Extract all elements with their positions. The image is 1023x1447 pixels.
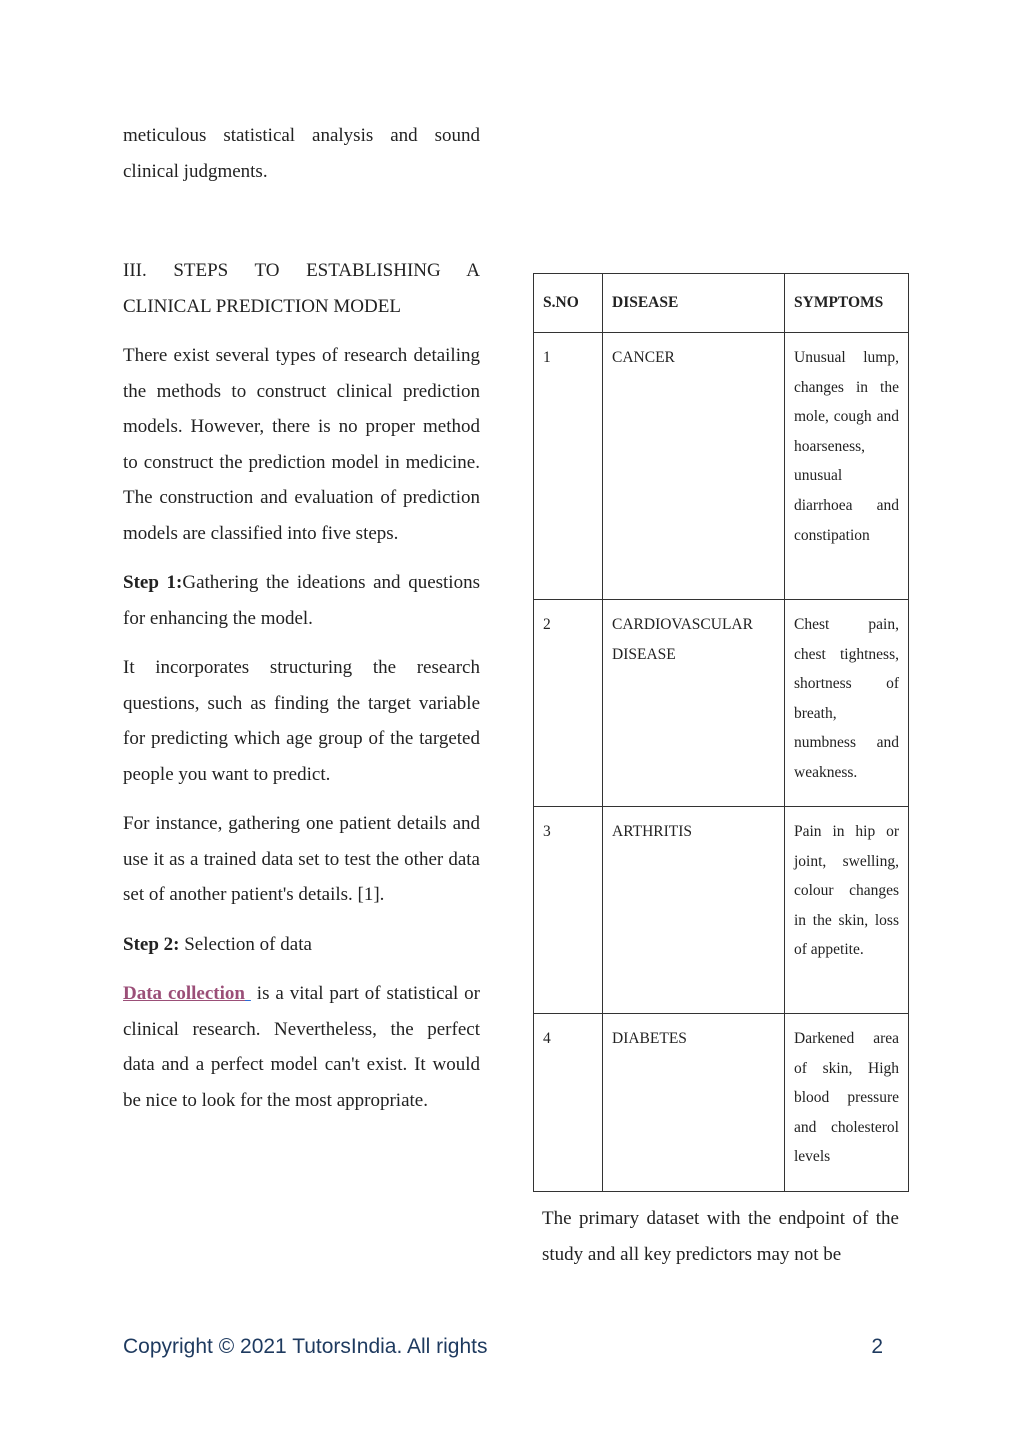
cell-symptoms: Pain in hip or joint, swelling, colour changes in the skin, loss of appetite.: [785, 807, 909, 1014]
cell-symptoms: Chest pain, chest tightness, shortness of breath, numbness and weakness.: [785, 600, 909, 807]
step2-label: Step 2:: [123, 933, 180, 955]
copyright-text: Copyright © 2021 TutorsIndia. All rights: [123, 1335, 488, 1358]
section-heading: III. STEPS TO ESTABLISHING A CLINICAL PREDICTION MODEL: [123, 260, 480, 317]
step2-text: Selection of data: [179, 933, 312, 955]
paragraph-step1: [123, 565, 480, 636]
header-disease: DISEASE: [603, 274, 785, 333]
cell-disease: CANCER: [603, 333, 785, 600]
page-number: 2: [871, 1335, 883, 1358]
table-row: [534, 333, 909, 600]
cell-disease: CARDIOVASCULAR DISEASE: [603, 600, 785, 807]
paragraph-primary-dataset: The primary dataset with the endpoint of the study and all key predictors may not be: [542, 1208, 899, 1265]
paragraph-research-questions: It incorporates structuring the research questions, such as finding the target variable for predicting which age group of the targeted people you want to predict.: [123, 657, 480, 785]
left-column: [123, 118, 480, 1132]
intro-text: meticulous statistical analysis and sound clinical judgments.: [123, 125, 480, 182]
step1-label: Step 1:: [123, 572, 183, 593]
table-header-row: [534, 274, 909, 333]
cell-sno: 2: [534, 600, 603, 807]
cell-sno: 3: [534, 807, 603, 1014]
cell-disease: DIABETES: [603, 1014, 785, 1192]
table-row: [534, 600, 909, 807]
table-row: [534, 807, 909, 1014]
paragraph-data-collection: [123, 976, 480, 1118]
step1-text: Gathering the ideations and questions for enhancing the model.: [123, 572, 480, 629]
data-collection-text: is a vital part of statistical or clinical research. Nevertheless, the perfect data and a perfect model can't exist. It would be nice to look for the most appropriate.: [123, 983, 481, 1111]
cell-symptoms: Darkened area of skin, High blood pressure and cholesterol levels: [785, 1014, 909, 1192]
page-footer: [123, 1335, 883, 1359]
data-collection-link[interactable]: Data collection: [123, 983, 245, 1004]
paragraph-instance: For instance, gathering one patient details and use it as a trained data set to test the other data set of another patient's details. [1].: [123, 813, 480, 905]
cell-sno: 4: [534, 1014, 603, 1192]
cell-symptoms: Unusual lump, changes in the mole, cough and hoarseness, unusual diarrhoea and constipation: [785, 333, 909, 600]
cell-disease: ARTHRITIS: [603, 807, 785, 1014]
header-symptoms: SYMPTOMS: [785, 274, 909, 333]
paragraph-methods: There exist several types of research detailing the methods to construct clinical prediction models. However, there is no proper method to construct the prediction model in medicine. The construction and evaluation of prediction models are classified into five steps.: [123, 345, 480, 544]
cell-sno: 1: [534, 333, 603, 600]
disease-symptoms-table: [533, 273, 909, 1192]
header-sno: S.NO: [534, 274, 603, 333]
paragraph-step2: [123, 927, 480, 963]
table-row: [534, 1014, 909, 1192]
